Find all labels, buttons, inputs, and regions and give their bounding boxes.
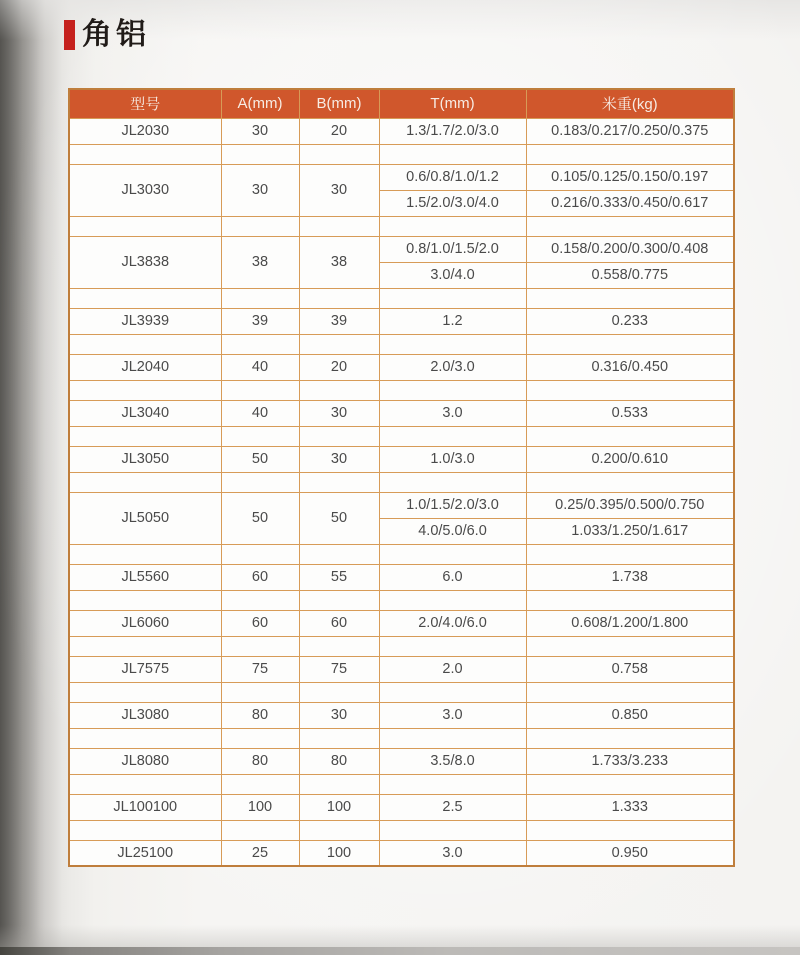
cell-t-mm: 0.8/1.0/1.5/2.0	[379, 236, 526, 262]
spacer-cell	[69, 380, 221, 400]
spacer-cell	[221, 636, 299, 656]
table-row-jl3030-1	[69, 164, 734, 190]
cell-a-mm: 50	[221, 446, 299, 472]
spacer-row	[69, 774, 734, 794]
table-row-jl3040	[69, 400, 734, 426]
cell-meter-weight: 0.233	[526, 308, 734, 334]
spacer-cell	[299, 334, 379, 354]
spacer-cell	[526, 544, 734, 564]
cell-meter-weight: 0.758	[526, 656, 734, 682]
spacer-cell	[299, 820, 379, 840]
spacer-cell	[379, 380, 526, 400]
cell-meter-weight: 0.533	[526, 400, 734, 426]
cell-model: JL5560	[69, 564, 221, 590]
table-row-jl25100	[69, 840, 734, 866]
spacer-cell	[299, 544, 379, 564]
cell-t-mm: 1.5/2.0/3.0/4.0	[379, 190, 526, 216]
page-left-shadow	[0, 0, 70, 955]
spacer-cell	[221, 426, 299, 446]
spacer-row	[69, 144, 734, 164]
title-accent-bar	[64, 20, 75, 50]
spacer-cell	[221, 774, 299, 794]
table-row-jl3050	[69, 446, 734, 472]
spacer-cell	[221, 590, 299, 610]
cell-t-mm: 3.0	[379, 840, 526, 866]
spacer-cell	[69, 288, 221, 308]
spacer-cell	[379, 774, 526, 794]
spacer-cell	[69, 590, 221, 610]
spacer-cell	[221, 544, 299, 564]
spacer-cell	[69, 728, 221, 748]
table-row-jl3939	[69, 308, 734, 334]
spacer-cell	[299, 288, 379, 308]
header-model: 型号	[69, 89, 221, 118]
table-row-jl7575	[69, 656, 734, 682]
spacer-row	[69, 334, 734, 354]
cell-a-mm: 80	[221, 702, 299, 728]
spacer-cell	[69, 544, 221, 564]
spacer-cell	[221, 216, 299, 236]
spacer-row	[69, 288, 734, 308]
angle-aluminum-spec-table	[68, 88, 735, 867]
spacer-cell	[221, 682, 299, 702]
page-bottom-shadow	[0, 925, 800, 947]
cell-b-mm: 30	[299, 446, 379, 472]
page-title: 角铝	[82, 18, 150, 51]
cell-t-mm: 2.0	[379, 656, 526, 682]
cell-a-mm: 60	[221, 564, 299, 590]
spacer-cell	[379, 590, 526, 610]
spacer-cell	[299, 728, 379, 748]
header-meter-weight-kg: 米重(kg)	[526, 89, 734, 118]
cell-a-mm: 38	[221, 236, 299, 288]
cell-b-mm: 100	[299, 840, 379, 866]
cell-b-mm: 20	[299, 354, 379, 380]
spacer-cell	[221, 334, 299, 354]
spacer-cell	[379, 472, 526, 492]
cell-model: JL2040	[69, 354, 221, 380]
table-row-jl2030	[69, 118, 734, 144]
cell-model: JL3030	[69, 164, 221, 216]
spacer-cell	[69, 144, 221, 164]
spacer-cell	[69, 472, 221, 492]
spacer-cell	[69, 216, 221, 236]
cell-meter-weight: 0.183/0.217/0.250/0.375	[526, 118, 734, 144]
spacer-cell	[379, 820, 526, 840]
spacer-cell	[526, 288, 734, 308]
cell-meter-weight: 0.558/0.775	[526, 262, 734, 288]
spacer-row	[69, 636, 734, 656]
cell-a-mm: 40	[221, 400, 299, 426]
spacer-cell	[526, 380, 734, 400]
spacer-cell	[69, 334, 221, 354]
cell-b-mm: 30	[299, 164, 379, 216]
cell-model: JL5050	[69, 492, 221, 544]
spacer-cell	[69, 426, 221, 446]
cell-a-mm: 40	[221, 354, 299, 380]
spacer-cell	[526, 472, 734, 492]
cell-t-mm: 3.0	[379, 400, 526, 426]
spacer-cell	[379, 216, 526, 236]
spacer-cell	[379, 682, 526, 702]
cell-b-mm: 38	[299, 236, 379, 288]
cell-t-mm: 6.0	[379, 564, 526, 590]
spacer-cell	[69, 820, 221, 840]
cell-meter-weight: 1.033/1.250/1.617	[526, 518, 734, 544]
spacer-cell	[526, 334, 734, 354]
table-row-jl5560	[69, 564, 734, 590]
cell-meter-weight: 0.316/0.450	[526, 354, 734, 380]
cell-meter-weight: 0.105/0.125/0.150/0.197	[526, 164, 734, 190]
spacer-cell	[526, 590, 734, 610]
spacer-cell	[526, 682, 734, 702]
cell-b-mm: 55	[299, 564, 379, 590]
table-row-jl3838-1	[69, 236, 734, 262]
spacer-cell	[526, 636, 734, 656]
cell-model: JL6060	[69, 610, 221, 636]
cell-a-mm: 25	[221, 840, 299, 866]
spacer-cell	[299, 682, 379, 702]
spacer-cell	[299, 472, 379, 492]
cell-b-mm: 80	[299, 748, 379, 774]
cell-a-mm: 30	[221, 118, 299, 144]
cell-t-mm: 2.5	[379, 794, 526, 820]
spacer-cell	[299, 216, 379, 236]
spacer-cell	[69, 774, 221, 794]
cell-t-mm: 2.0/3.0	[379, 354, 526, 380]
spacer-row	[69, 426, 734, 446]
cell-meter-weight: 0.216/0.333/0.450/0.617	[526, 190, 734, 216]
spacer-cell	[526, 144, 734, 164]
cell-model: JL3040	[69, 400, 221, 426]
spacer-cell	[379, 144, 526, 164]
cell-model: JL100100	[69, 794, 221, 820]
cell-b-mm: 30	[299, 702, 379, 728]
cell-t-mm: 1.0/3.0	[379, 446, 526, 472]
spacer-cell	[379, 426, 526, 446]
cell-model: JL7575	[69, 656, 221, 682]
spacer-row	[69, 472, 734, 492]
cell-b-mm: 30	[299, 400, 379, 426]
spacer-cell	[221, 472, 299, 492]
spacer-cell	[526, 728, 734, 748]
spacer-cell	[221, 288, 299, 308]
cell-b-mm: 20	[299, 118, 379, 144]
cell-meter-weight: 0.25/0.395/0.500/0.750	[526, 492, 734, 518]
cell-meter-weight: 0.158/0.200/0.300/0.408	[526, 236, 734, 262]
spacer-cell	[299, 774, 379, 794]
cell-a-mm: 50	[221, 492, 299, 544]
cell-meter-weight: 0.200/0.610	[526, 446, 734, 472]
header-t-mm: T(mm)	[379, 89, 526, 118]
spacer-cell	[221, 380, 299, 400]
cell-b-mm: 50	[299, 492, 379, 544]
cell-b-mm: 100	[299, 794, 379, 820]
spacer-cell	[299, 636, 379, 656]
cell-a-mm: 30	[221, 164, 299, 216]
cell-model: JL3838	[69, 236, 221, 288]
cell-meter-weight: 0.850	[526, 702, 734, 728]
spacer-cell	[379, 288, 526, 308]
section-title	[64, 20, 150, 50]
cell-meter-weight: 1.733/3.233	[526, 748, 734, 774]
cell-b-mm: 39	[299, 308, 379, 334]
cell-model: JL3050	[69, 446, 221, 472]
spacer-cell	[69, 682, 221, 702]
cell-model: JL25100	[69, 840, 221, 866]
table-header-row	[69, 89, 734, 118]
table-row-jl5050-1	[69, 492, 734, 518]
table-row-jl3080	[69, 702, 734, 728]
spacer-cell	[379, 636, 526, 656]
cell-a-mm: 100	[221, 794, 299, 820]
cell-t-mm: 4.0/5.0/6.0	[379, 518, 526, 544]
cell-model: JL3939	[69, 308, 221, 334]
spacer-cell	[526, 426, 734, 446]
header-b-mm: B(mm)	[299, 89, 379, 118]
cell-t-mm: 1.3/1.7/2.0/3.0	[379, 118, 526, 144]
cell-meter-weight: 0.608/1.200/1.800	[526, 610, 734, 636]
spacer-row	[69, 682, 734, 702]
table-row-jl8080	[69, 748, 734, 774]
cell-t-mm: 3.0/4.0	[379, 262, 526, 288]
spacer-cell	[299, 590, 379, 610]
cell-a-mm: 75	[221, 656, 299, 682]
spacer-cell	[221, 820, 299, 840]
spacer-row	[69, 380, 734, 400]
spacer-cell	[379, 544, 526, 564]
cell-t-mm: 1.0/1.5/2.0/3.0	[379, 492, 526, 518]
cell-t-mm: 2.0/4.0/6.0	[379, 610, 526, 636]
spacer-row	[69, 216, 734, 236]
spacer-cell	[379, 334, 526, 354]
cell-model: JL2030	[69, 118, 221, 144]
header-a-mm: A(mm)	[221, 89, 299, 118]
spacer-cell	[299, 426, 379, 446]
spacer-cell	[526, 820, 734, 840]
table-row-jl100100	[69, 794, 734, 820]
cell-t-mm: 1.2	[379, 308, 526, 334]
spacer-cell	[299, 380, 379, 400]
spacer-cell	[526, 216, 734, 236]
cell-b-mm: 75	[299, 656, 379, 682]
cell-model: JL3080	[69, 702, 221, 728]
spacer-row	[69, 544, 734, 564]
spacer-cell	[379, 728, 526, 748]
cell-t-mm: 3.0	[379, 702, 526, 728]
spacer-cell	[69, 636, 221, 656]
spacer-cell	[299, 144, 379, 164]
table-row-jl2040	[69, 354, 734, 380]
cell-a-mm: 80	[221, 748, 299, 774]
spacer-cell	[221, 144, 299, 164]
cell-t-mm: 3.5/8.0	[379, 748, 526, 774]
spacer-cell	[221, 728, 299, 748]
spacer-row	[69, 820, 734, 840]
table-row-jl6060	[69, 610, 734, 636]
spacer-row	[69, 590, 734, 610]
spacer-cell	[526, 774, 734, 794]
cell-t-mm: 0.6/0.8/1.0/1.2	[379, 164, 526, 190]
page-bottom-edge	[0, 947, 800, 955]
cell-b-mm: 60	[299, 610, 379, 636]
cell-a-mm: 39	[221, 308, 299, 334]
cell-model: JL8080	[69, 748, 221, 774]
spacer-row	[69, 728, 734, 748]
cell-meter-weight: 1.738	[526, 564, 734, 590]
cell-a-mm: 60	[221, 610, 299, 636]
cell-meter-weight: 1.333	[526, 794, 734, 820]
cell-meter-weight: 0.950	[526, 840, 734, 866]
